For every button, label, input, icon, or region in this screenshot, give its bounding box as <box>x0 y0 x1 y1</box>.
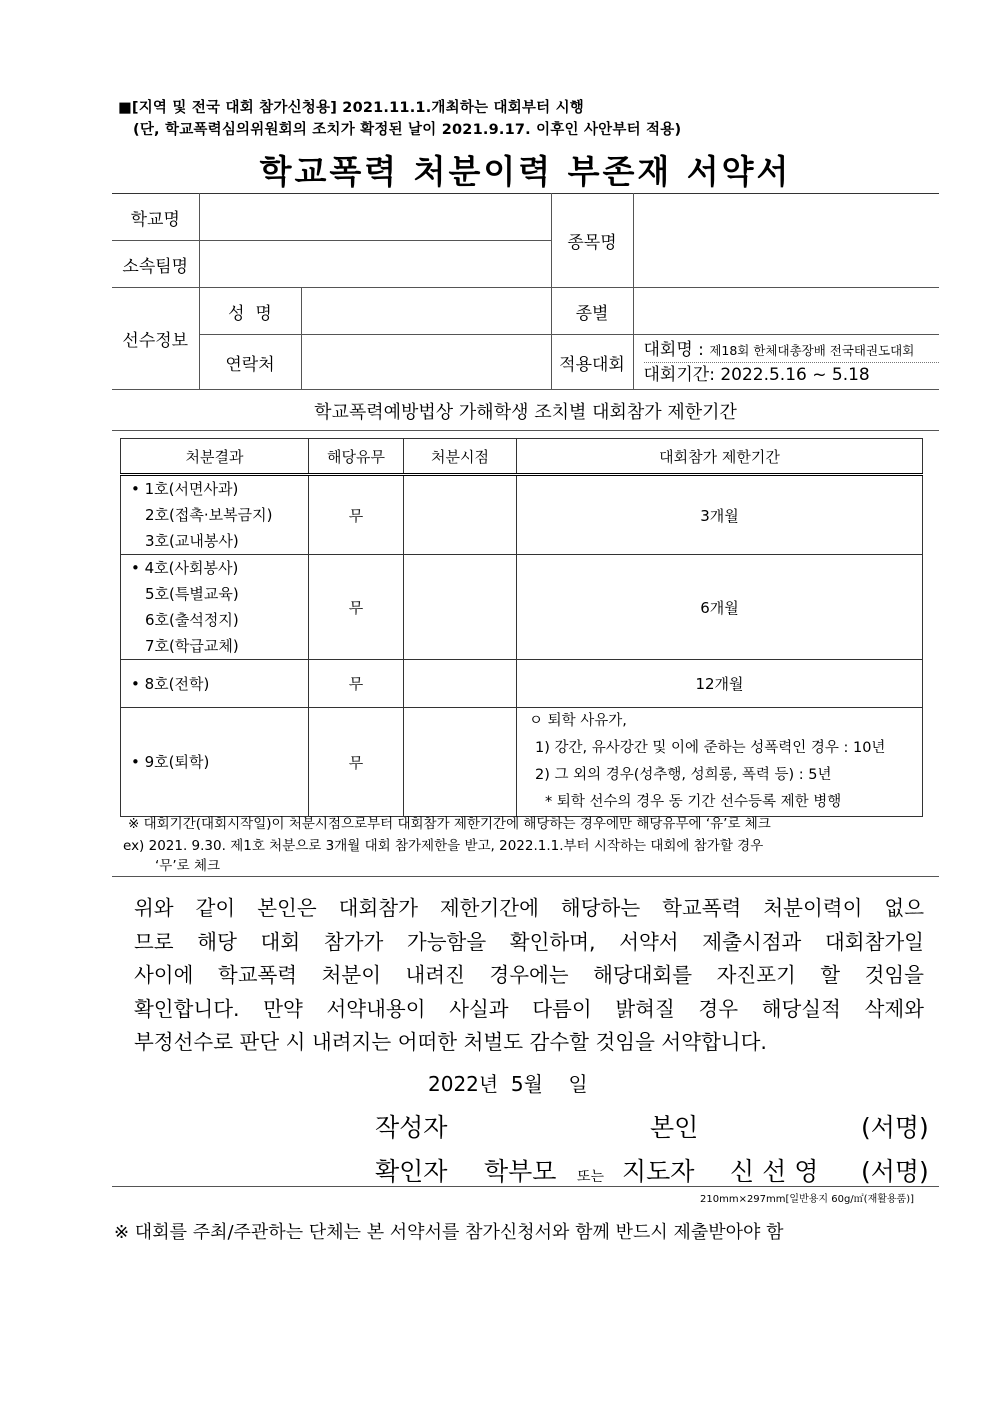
limit-cell-expulsion <box>517 708 923 817</box>
section-divider <box>112 430 939 431</box>
table-row <box>121 555 923 660</box>
applicant-info-table <box>112 193 939 390</box>
limit-line: 1) 강간, 유사강간 및 이에 준하는 성폭력인 경우 : 10년 <box>535 740 886 756</box>
date-line: 2022년 5월 일 <box>428 1072 588 1096</box>
document-title: 학교폭력 처분이력 부존재 서약서 <box>259 152 792 191</box>
confirmer-coach: 지도자 <box>622 1157 695 1186</box>
limit-cell: 6개월 <box>517 555 923 660</box>
result-item: 7호(학급교체) <box>145 637 239 655</box>
category-field[interactable] <box>633 288 939 335</box>
applicable-cell[interactable]: 무 <box>309 660 404 708</box>
contact-label: 연락처 <box>199 335 301 390</box>
applicable-cell[interactable]: 무 <box>309 555 404 660</box>
confirmer-parent: 학부모 <box>484 1157 557 1186</box>
school-label: 학교명 <box>112 194 199 241</box>
confirmer-label: 확인자 <box>375 1157 448 1186</box>
school-field[interactable] <box>199 194 551 241</box>
writer-value: 본인 <box>650 1113 699 1142</box>
applicable-cell[interactable]: 무 <box>309 475 404 555</box>
penalty-table <box>120 438 923 817</box>
limit-cell: 3개월 <box>517 475 923 555</box>
signature-divider <box>112 1186 939 1187</box>
limit-cell: 12개월 <box>517 660 923 708</box>
result-cell <box>121 660 309 708</box>
date-cell[interactable] <box>404 555 517 660</box>
category-label: 종별 <box>551 288 633 335</box>
writer-sign-mark[interactable]: (서명) <box>861 1113 929 1142</box>
pledge-paragraph <box>134 892 924 1060</box>
meet-name-value: 제18회 한체대총장배 전국태권도대회 <box>709 342 915 358</box>
writer-label: 작성자 <box>375 1113 448 1142</box>
confirmer-or: 또는 <box>577 1169 605 1185</box>
note-line-1: ※ 대회기간(대회시작일)이 처분시점으로부터 대회참가 제한기간에 해당하는 경우에만 해당유무에 ‘유’로 체크 <box>128 816 771 832</box>
confirmer-sign-mark[interactable]: (서명) <box>861 1157 929 1186</box>
date-cell[interactable] <box>404 475 517 555</box>
result-cell <box>121 475 309 555</box>
header-date: 처분시점 <box>404 439 517 475</box>
notice-line-1: ■[지역 및 전국 대회 참가신청용] 2021.11.1.개최하는 대회부터 시행 <box>118 100 584 116</box>
team-field[interactable] <box>199 241 551 288</box>
pledge-line: 므로 해당 대회 참가가 가능함을 확인하며, 서약서 제출시점과 대회참가일 <box>134 929 924 954</box>
result-item: 3호(교내봉사) <box>145 532 239 550</box>
name-label: 성 명 <box>199 288 301 335</box>
table-row <box>121 475 923 555</box>
notice-line-2: (단, 학교폭력심의위원회의 조치가 확정된 날이 2021.9.17. 이후인 사안부터 적용) <box>133 122 682 138</box>
footer-notice: ※ 대회를 주최/주관하는 단체는 본 서약서를 참가신청서와 함께 반드시 제출받아야 함 <box>114 1222 784 1243</box>
result-item: 6호(출석정지) <box>145 611 239 629</box>
player-info-label: 선수정보 <box>112 288 199 390</box>
header-result: 처분결과 <box>121 439 309 475</box>
applicable-cell[interactable]: 무 <box>309 708 404 817</box>
result-item: • 1호(서면사과) <box>131 480 239 498</box>
result-item: • 9호(퇴학) <box>131 753 210 771</box>
result-item: 2호(접촉·보복금지) <box>145 506 273 524</box>
coach-name: 신 선 영 <box>730 1157 819 1186</box>
note-line-3: ‘무’로 체크 <box>155 858 221 874</box>
header-applicable: 해당유무 <box>309 439 404 475</box>
applied-meet-label: 적용대회 <box>551 335 633 390</box>
limit-line: 2) 그 외의 경우(성추행, 성희롱, 폭력 등) : 5년 <box>535 767 832 783</box>
result-cell <box>121 555 309 660</box>
table-row <box>121 660 923 708</box>
header-limit: 대회참가 제한기간 <box>517 439 923 475</box>
table-row <box>121 708 923 817</box>
meet-period-label: 대회기간: <box>643 364 715 385</box>
paper-spec: 210mm×297mm[일반용지 60g/㎡(재활용품)] <box>700 1194 915 1205</box>
limit-line: ㅇ 퇴학 사유가, <box>529 713 627 729</box>
event-label: 종목명 <box>551 194 633 288</box>
note-line-2: ex) 2021. 9.30. 제1호 처분으로 3개월 대회 참가제한을 받고, 2022.1.1.부터 시작하는 대회에 참가할 경우 <box>123 838 764 854</box>
result-item: • 8호(전학) <box>131 674 210 693</box>
name-field[interactable] <box>301 288 551 335</box>
notes-divider <box>112 876 939 877</box>
limit-line: * 퇴학 선수의 경우 동 기간 선수등록 제한 병행 <box>545 794 842 810</box>
result-cell <box>121 708 309 817</box>
meet-name-label: 대회명 : <box>643 339 704 360</box>
pledge-line: 부정선수로 판단 시 내려지는 어떠한 처벌도 감수할 것임을 서약합니다. <box>134 1030 767 1054</box>
team-label: 소속팀명 <box>112 241 199 288</box>
meet-period-value: 2022.5.16 ~ 5.18 <box>720 364 870 385</box>
section-title: 학교폭력예방법상 가해학생 조치별 대회참가 제한기간 <box>314 402 737 423</box>
date-cell[interactable] <box>404 708 517 817</box>
result-item: • 4호(사회봉사) <box>131 559 239 577</box>
date-cell[interactable] <box>404 660 517 708</box>
contact-field[interactable] <box>301 335 551 390</box>
event-field[interactable] <box>633 194 939 288</box>
pledge-line: 확인합니다. 만약 서약내용이 사실과 다름이 밝혀질 경우 해당실적 삭제와 <box>134 996 924 1021</box>
result-item: 5호(특별교육) <box>145 585 239 603</box>
pledge-line: 위와 같이 본인은 대회참가 제한기간에 해당하는 학교폭력 처분이력이 없으 <box>134 896 924 920</box>
pledge-line: 사이에 학교폭력 처분이 내려진 경우에는 해당대회를 자진포기 할 것임을 <box>134 963 924 987</box>
applied-meet-cell <box>633 335 939 390</box>
